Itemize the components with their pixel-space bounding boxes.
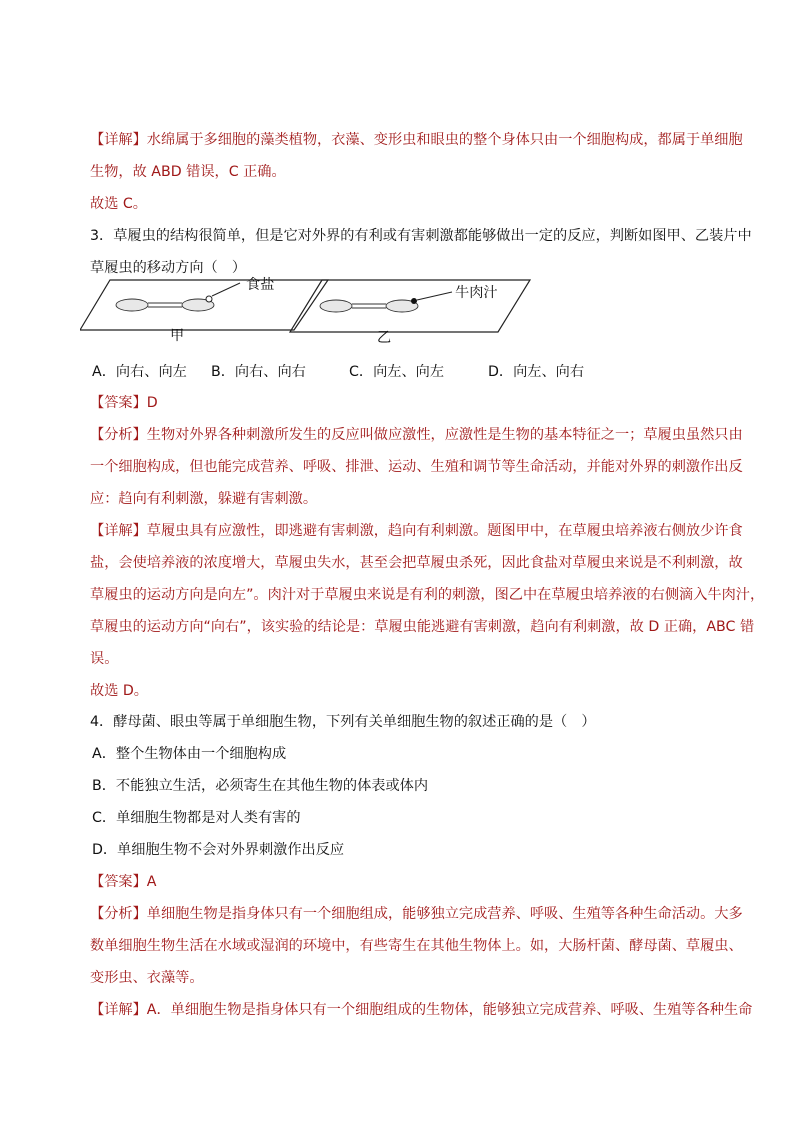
salt-marker	[206, 296, 212, 302]
q3-choice-a: A．向右、向左	[92, 364, 187, 380]
q2-detail-text-1: 【详解】水绵属于多细胞的藻类植物，衣藻、变形虫和眼虫的整个身体只由一个细胞构成，都属于单细胞	[90, 132, 743, 148]
broth-marker	[411, 298, 417, 304]
broth-pointer	[417, 292, 452, 300]
slide-jia-channel	[148, 303, 182, 307]
slide-jia-drop-left	[116, 299, 148, 311]
q3-choice-b: B．向右、向右	[211, 364, 306, 380]
q3-detail-line-4: 草履虫的运动方向“向右”，该实验的结论是：草履虫能逃避有害刺激，趋向有利刺激，故 D 正确，ABC 错	[90, 619, 755, 635]
q3-analysis-line-3: 应：趋向有利刺激，躲避有害刺激。	[90, 491, 318, 507]
q3-detail-line-1: 【详解】草履虫具有应激性，即逃避有害刺激，趋向有利刺激。题图甲中，在草履虫培养液右侧放少许食	[90, 523, 743, 539]
q4-stem: 4．酵母菌、眼虫等属于单细胞生物，下列有关单细胞生物的叙述正确的是（ ）	[90, 714, 596, 730]
caption-jia: 甲	[170, 328, 185, 344]
slide-yi-drop-left	[320, 300, 352, 312]
q2-choice-result: 故选 C。	[90, 196, 147, 212]
label-broth: 牛肉汁	[455, 285, 498, 301]
caption-yi: 乙	[377, 330, 392, 346]
label-salt: 食盐	[246, 277, 275, 293]
q3-stem-line-2: 草履虫的移动方向（ ）	[90, 260, 247, 276]
q4-option-c: C．单细胞生物都是对人类有害的	[92, 810, 301, 826]
q4-option-a: A．整个生物体由一个细胞构成	[92, 746, 287, 762]
q4-analysis-line-3: 变形虫、衣藻等。	[90, 970, 204, 986]
q3-detail-line-2: 盐，会使培养液的浓度增大，草履虫失水，甚至会把草履虫杀死，因此食盐对草履虫来说是不利刺激，故	[90, 555, 743, 571]
q4-detail-line-1: 【详解】A．单细胞生物是指身体只有一个细胞组成的生物体，能够独立完成营养、呼吸、生殖等各种生命	[90, 1002, 753, 1018]
q2-detail-line-2: 生物，故 ABD 错误，C 正确。	[90, 164, 286, 180]
q4-analysis-line-2: 数单细胞生物生活在水域或湿润的环境中，有些寄生在其他生物体上。如，大肠杆菌、酵母菌、草履虫、	[90, 938, 743, 954]
q2-detail-line-1	[90, 130, 743, 150]
q4-answer: 【答案】A	[90, 874, 157, 890]
q3-choice-result: 故选 D。	[90, 683, 148, 699]
q3-choice-c: C．向左、向左	[349, 364, 445, 380]
q4-option-b: B．不能独立生活，必须寄生在其他生物的体表或体内	[92, 778, 429, 794]
q3-analysis-line-1: 【分析】生物对外界各种刺激所发生的反应叫做应激性，应激性是生物的基本特征之一；草履虫虽然只由	[90, 427, 743, 443]
q3-detail-line-5: 误。	[90, 651, 119, 667]
q4-analysis-line-1: 【分析】单细胞生物是指身体只有一个细胞组成，能够独立完成营养、呼吸、生殖等各种生命活动。大多	[90, 906, 743, 922]
q3-analysis-line-2: 一个细胞构成，但也能完成营养、呼吸、排泄、运动、生殖和调节等生命活动，并能对外界的刺激作出反	[90, 459, 743, 475]
slides-figure	[80, 262, 540, 352]
slide-yi-channel	[352, 304, 386, 308]
q3-answer: 【答案】D	[90, 395, 158, 411]
q4-option-d: D．单细胞生物不会对外界刺激作出反应	[92, 842, 345, 858]
q3-detail-line-3: 草履虫的运动方向是向左”。肉汁对于草履虫来说是有利的刺激，图乙中在草履虫培养液的右侧滴入牛肉汁，	[90, 587, 765, 603]
q3-stem-line-1: 3．草履虫的结构很简单，但是它对外界的有利或有害刺激都能够做出一定的反应，判断如图甲、乙装片中	[90, 228, 752, 244]
salt-pointer	[212, 283, 240, 296]
q3-choice-d: D．向左、向右	[488, 364, 585, 380]
